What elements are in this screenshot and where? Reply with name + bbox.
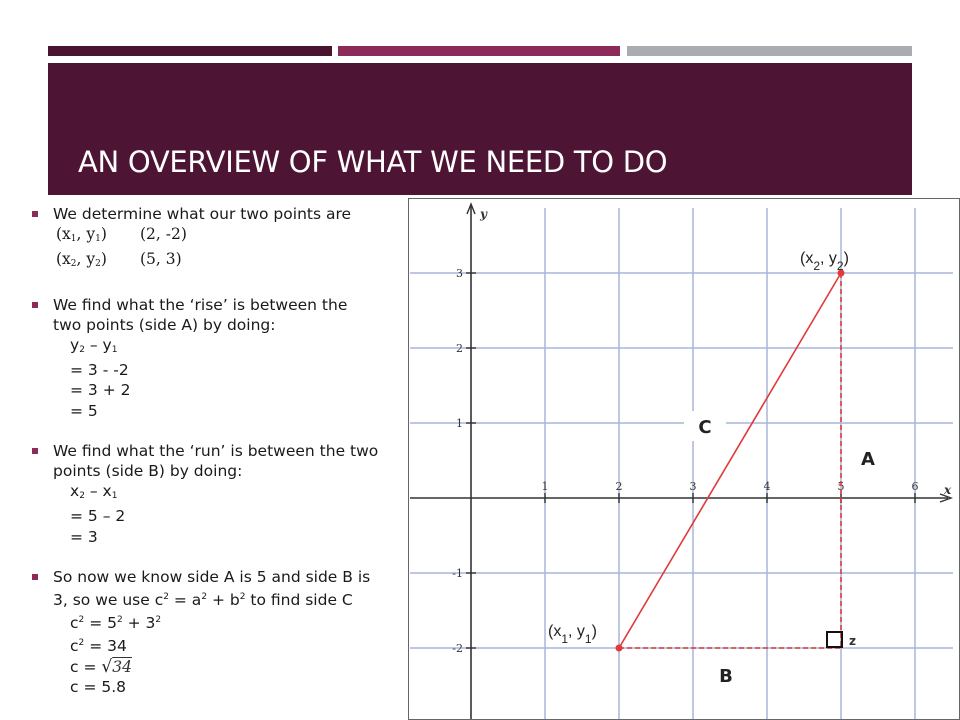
bullet-text: two points (side A) by doing: [53, 315, 276, 334]
header-stripe-dark [48, 46, 332, 56]
coordinate-graph [408, 198, 960, 720]
y-tick-label: 1 [456, 417, 463, 430]
slide-title: AN OVERVIEW OF WHAT WE NEED TO DO [78, 145, 668, 179]
pyth-eq-1-text: = 5 [84, 614, 117, 633]
hypotenuse-c [619, 273, 841, 648]
right-angle-label: z [849, 634, 856, 648]
pyth-eq-1-text: + 3 [122, 614, 156, 633]
point-2-label: ($x_2$, $y_2$) [800, 250, 849, 273]
bullet-run [30, 441, 402, 481]
pyth-eq-4: c = 5.8 [70, 677, 127, 696]
x-tick-label: 4 [763, 480, 771, 493]
graph-labels [548, 250, 875, 687]
x-tick-label: 2 [615, 480, 623, 493]
y-tick-label: 3 [456, 267, 463, 280]
bullet-text: So now we know side A is 5 and side B is [53, 567, 371, 586]
bullet-text: 3, so we use c [53, 591, 164, 610]
bullet-text: to find side C [245, 591, 353, 610]
bullet-determine-points [30, 204, 402, 224]
y-tick-label: 2 [456, 342, 463, 355]
run-calc-2: = 3 [70, 527, 98, 546]
bullet-text: = a [168, 591, 202, 610]
rise-calc-2: = 3 + 2 [70, 381, 131, 400]
pyth-eq-3-text: c = [70, 657, 102, 676]
point1-value: (2, -2) [140, 225, 187, 244]
graph-grid [409, 199, 960, 720]
pyth-eq-2-text: = 34 [84, 637, 127, 656]
y-tick-label: -1 [452, 567, 463, 580]
y-axis-label: y [480, 207, 487, 221]
graph-ticks [452, 267, 918, 655]
x-tick-label: 3 [689, 480, 697, 493]
side-c-label: C [698, 417, 712, 438]
point2-line: ($x_2$, $y_2$) (5, 3) [56, 250, 182, 270]
x-tick-label: 5 [837, 480, 845, 493]
x-tick-label: 6 [911, 480, 919, 493]
bullet-text: + b [207, 591, 240, 610]
bullet-text: points (side B) by doing: [53, 462, 243, 481]
square-root-value: 34 [112, 657, 132, 676]
pyth-eq-3 [30, 657, 402, 677]
triangle [616, 270, 857, 652]
bullet-text: We determine what our two points are [53, 205, 352, 223]
rise-calc-1: = 3 - -2 [70, 361, 129, 380]
header-stripe-gray [627, 46, 912, 56]
point-1-label: ($x_1$, $y_1$) [548, 623, 597, 646]
header-stripe-magenta [338, 46, 620, 56]
pyth-eq-1: $c^2 = 5^2 + 3^2$ [70, 614, 162, 633]
rise-calc-3: = 5 [70, 401, 98, 420]
side-b-label: B [719, 666, 733, 687]
run-calc-1: = 5 – 2 [70, 507, 126, 526]
point-1 [616, 645, 623, 652]
side-a-label: A [861, 449, 875, 470]
right-angle-box [827, 632, 842, 647]
point2-value: (5, 3) [140, 250, 182, 269]
point1-line: ($x_1$, $y_1$) (2, -2) [56, 225, 187, 245]
graph-frame [409, 199, 960, 720]
x-axis-label: x [944, 483, 952, 497]
rise-formula: $y_2 - y_1$ [70, 336, 118, 356]
title-banner [48, 63, 912, 195]
run-formula: $x_2 - x_1$ [70, 482, 118, 502]
square-root: √34 [101, 656, 132, 677]
pyth-eq-2: $c^2 = 34$ [70, 637, 127, 656]
x-tick-label: 1 [541, 480, 549, 493]
y-tick-label: -2 [452, 642, 463, 655]
bullet-list [30, 204, 402, 697]
bullet-pythagoras: So now we know side A is 5 and side B is 3, so we use $c^2 = a^2 + b^2$ to find side C [30, 567, 402, 610]
bullet-text: We find what the ‘rise’ is between the [53, 295, 348, 314]
bullet-text: We find what the ‘run’ is between the two [53, 441, 379, 460]
bullet-rise [30, 295, 402, 335]
